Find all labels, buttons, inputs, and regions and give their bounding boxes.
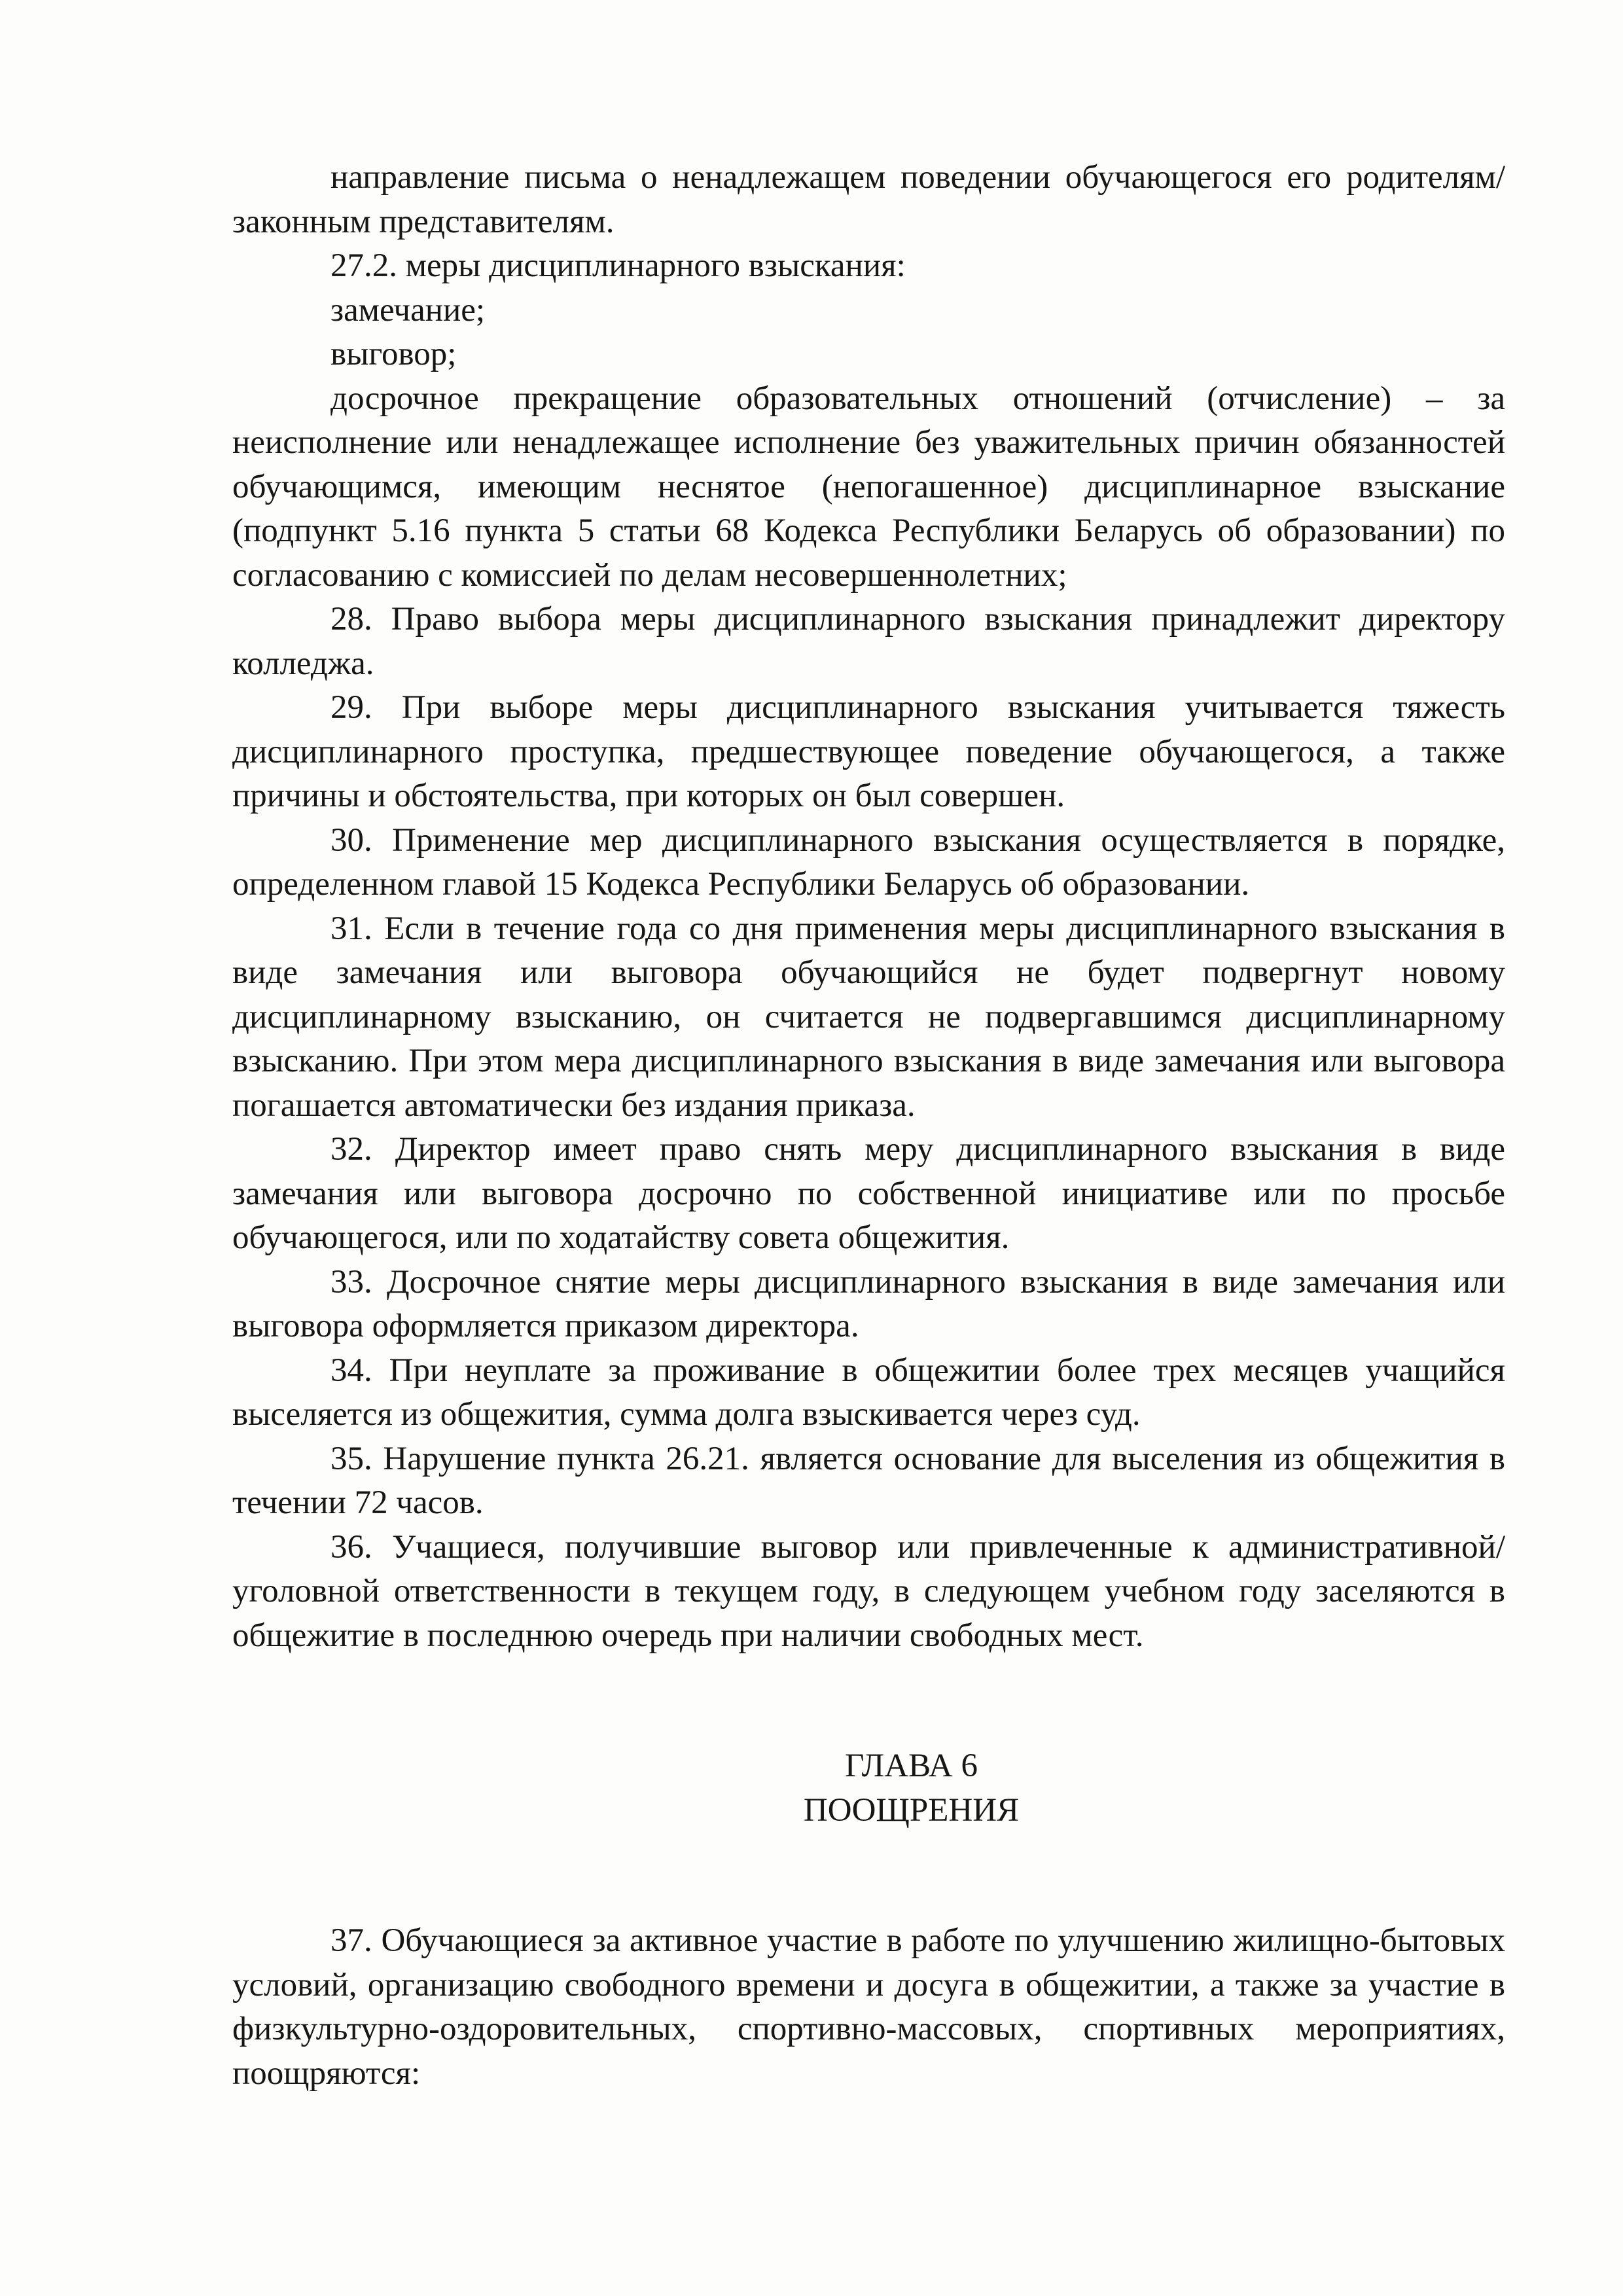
chapter-title: ПООЩРЕНИЯ xyxy=(803,1791,1020,1829)
paragraph-reprimand: выговор; xyxy=(330,336,457,372)
paragraph-32: 32. Директор имеет право снять меру дисциплинарного взыскания в виде замечания или выговора досрочно по собственной инициативе или по просьбе обучающегося, или по ходатайству совета общежития. xyxy=(232,1131,1505,1256)
paragraph-36: 36. Учащиеся, получившие выговор или привлеченные к административной/уголовной ответственности в текущем году, в следующем учебном году заселяются в общежитие в последнюю очередь при наличии свободных мест. xyxy=(232,1528,1505,1654)
paragraph-30: 30. Применение мер дисциплинарного взыскания осуществляется в порядке, определенном главой 15 Кодекса Республики Беларусь об образовании. xyxy=(232,821,1505,903)
paragraph-31: 31. Если в течение года со дня применения меры дисциплинарного взыскания в виде замечания или выговора обучающийся не будет подвергнут новому дисциплинарному взысканию, он считается не подвергавшимся дисциплинарному взысканию. При этом мера дисциплинарного взыскания в виде замечания или выговора погашается автоматически без издания приказа. xyxy=(232,910,1505,1124)
paragraph-37: 37. Обучающиеся за активное участие в работе по улучшению жилищно-бытовых условий, организацию свободного времени и досуга в общежитии, а также за участие в физкультурно-оздоровительных, спортивно-массовых, спортивных мероприятиях, поощряются: xyxy=(232,1922,1505,2092)
chapter-number: ГЛАВА 6 xyxy=(845,1748,978,1784)
document-body xyxy=(232,156,1505,2096)
paragraph-35: 35. Нарушение пункта 26.21. является основание для выселения из общежития в течении 72 часов. xyxy=(232,1440,1505,1521)
paragraph-remark: замечание; xyxy=(330,291,486,329)
paragraph-letter-to-parents: направление письма о ненадлежащем поведении обучающегося его родителям/законным представителям. xyxy=(232,159,1505,240)
paragraph-34: 34. При неуплате за проживание в общежитии более трех месяцев учащийся выселяется из общежития, сумма долга взыскивается через суд. xyxy=(232,1352,1505,1433)
paragraph-expulsion: досрочное прекращение образовательных отношений (отчисление) – за неисполнение или ненадлежащее исполнение без уважительных причин обязанностей обучающимся, имеющим неснятое (непогашенное) дисциплинарное взыскание (подпункт 5.16 пункта 5 статьи 68 Кодекса Республики Беларусь об образовании) по согласованию с комиссией по делам несовершеннолетних; xyxy=(232,380,1505,594)
paragraph-28: 28. Право выбора меры дисциплинарного взыскания принадлежит директору колледжа. xyxy=(232,601,1505,682)
paragraph-33: 33. Досрочное снятие меры дисциплинарного взыскания в виде замечания или выговора оформляется приказом директора. xyxy=(232,1263,1505,1344)
chapter-heading xyxy=(232,1744,1505,1833)
paragraph-29: 29. При выборе меры дисциплинарного взыскания учитывается тяжесть дисциплинарного проступка, предшествующее поведение обучающегося, а также причины и обстоятельства, при которых он был совершен. xyxy=(232,689,1505,814)
paragraph-27-2: 27.2. меры дисциплинарного взыскания: xyxy=(330,247,906,284)
